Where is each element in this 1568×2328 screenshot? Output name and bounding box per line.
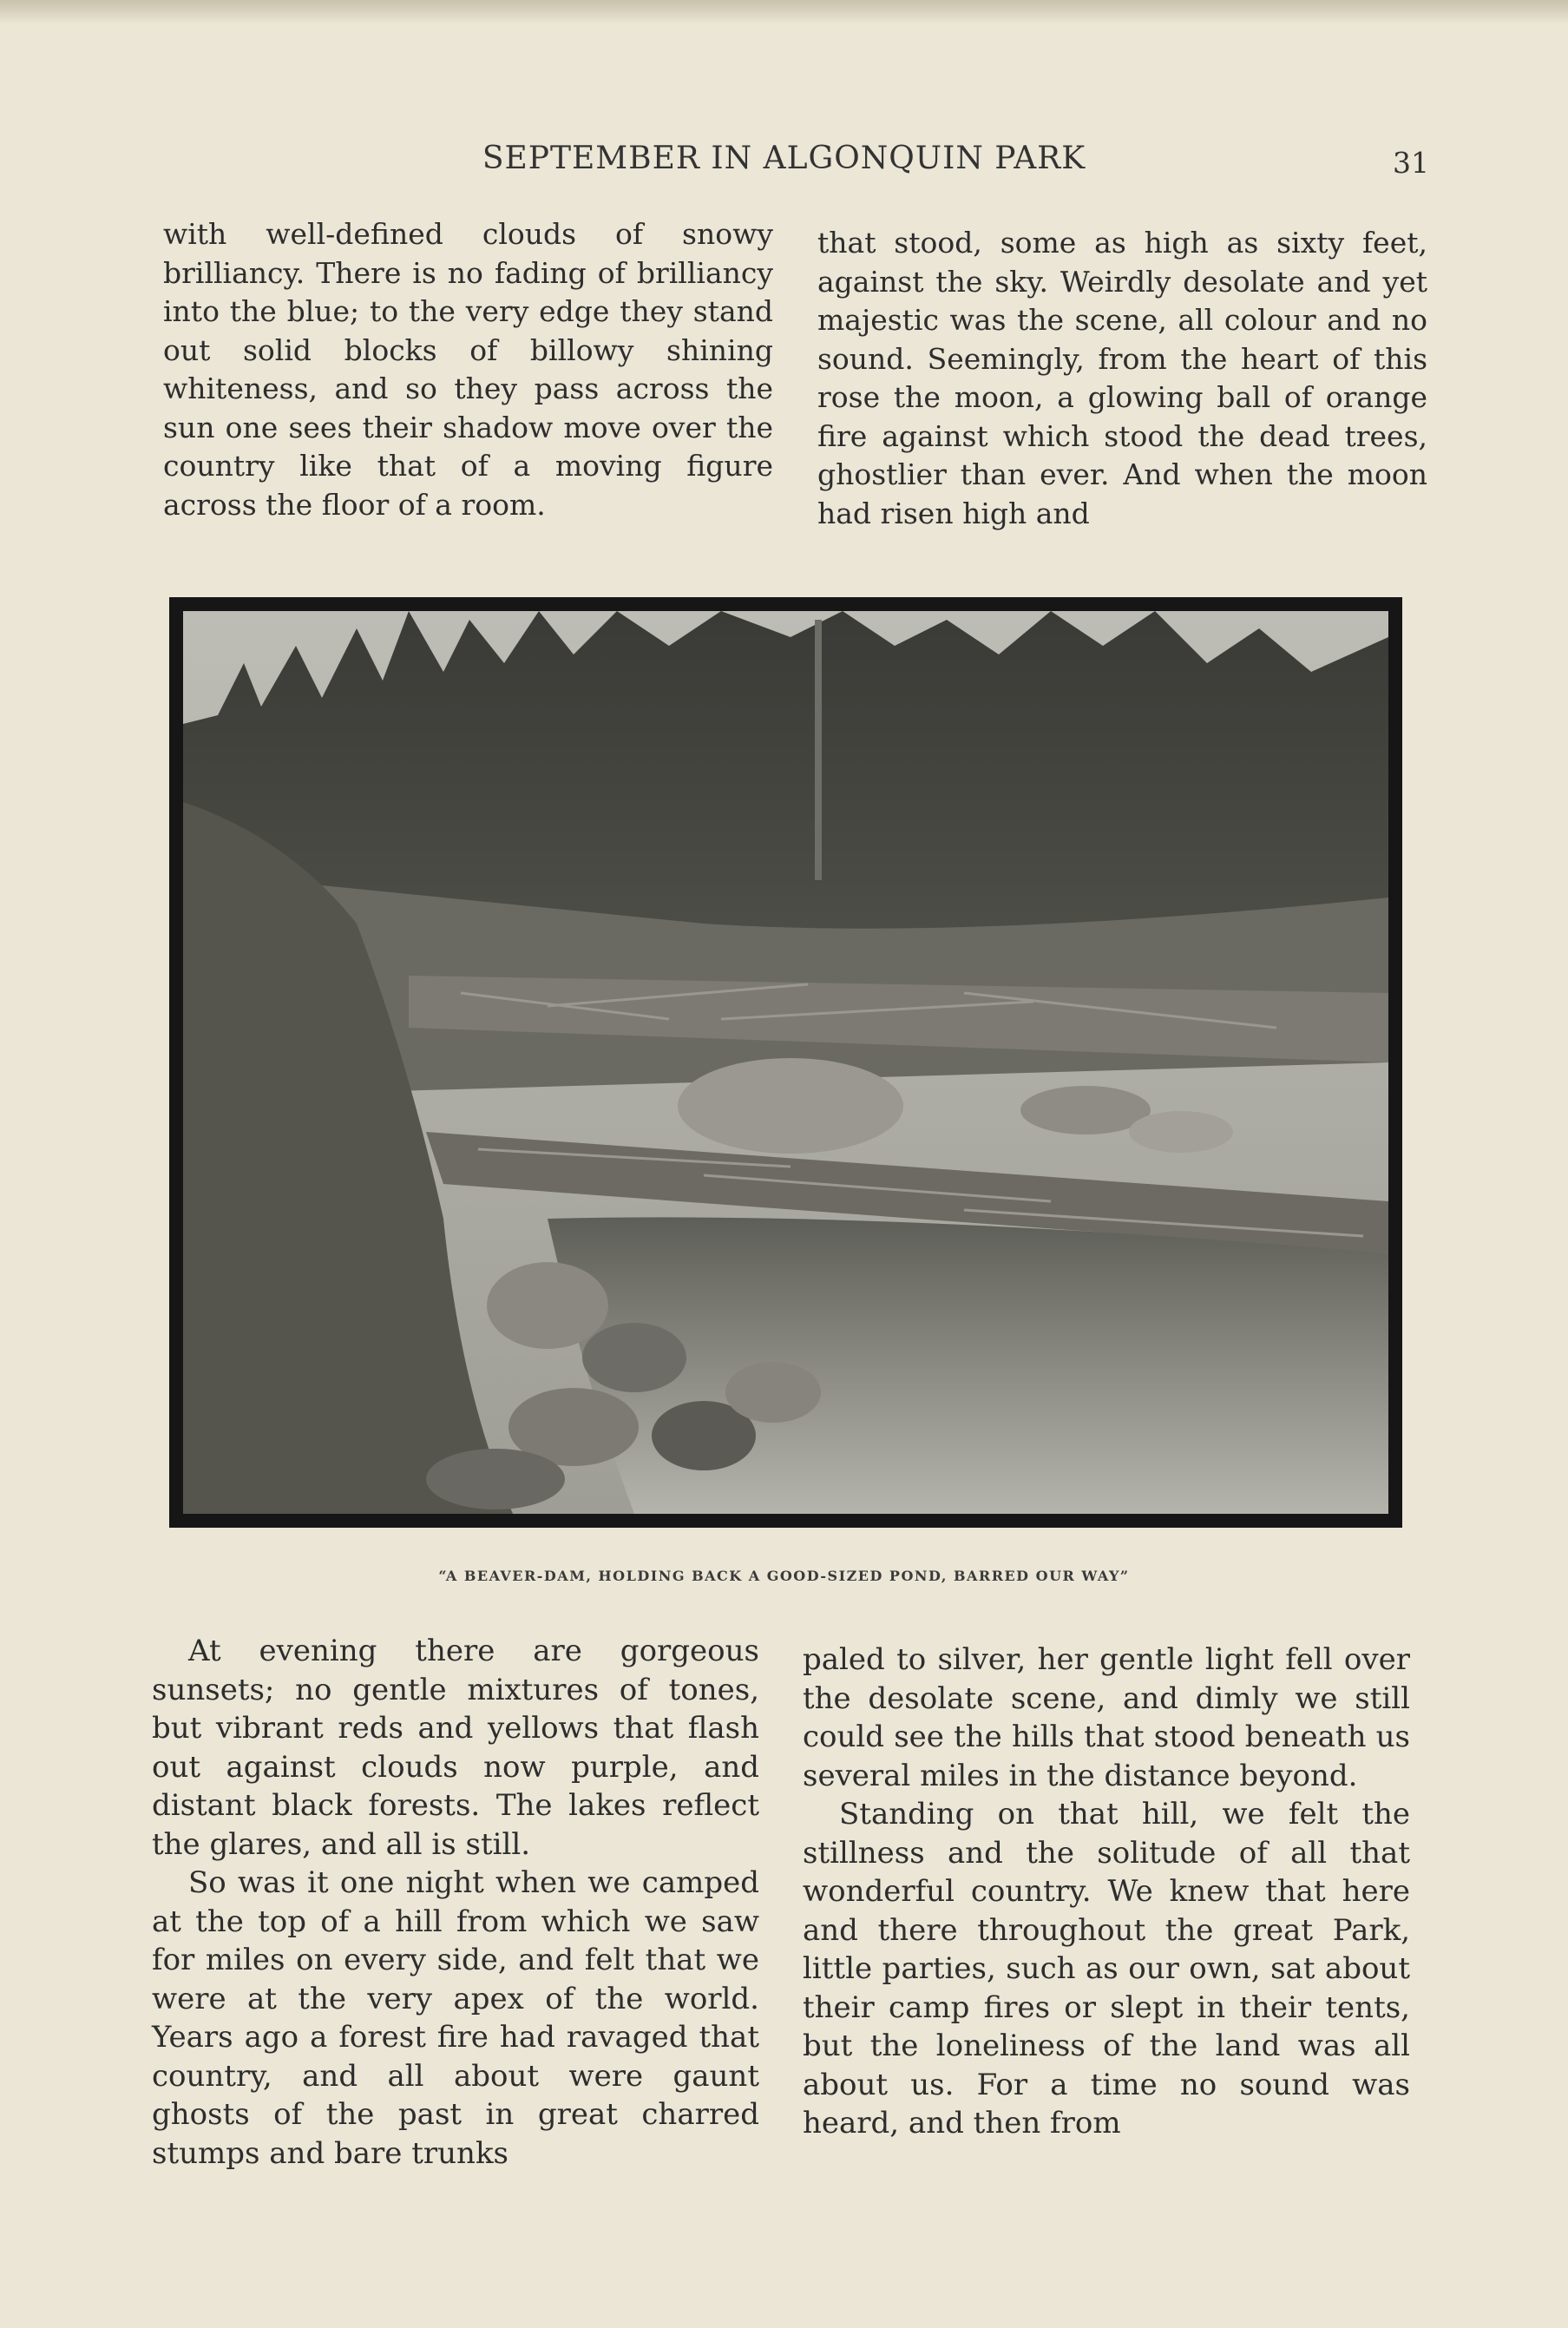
- paragraph: At evening there are gorgeous sunsets; no gentle mixtures of tones, but vibrant reds and yellows that flash out against clouds now purple, and distant black forests. The lakes reflect the glares, and all is still.: [152, 1634, 759, 1862]
- photo-frame: [169, 597, 1402, 1528]
- photo-caption: “A BEAVER-DAM, HOLDING BACK A GOOD-SIZED POND, BARRED OUR WAY”: [438, 1568, 1130, 1584]
- paragraph: paled to silver, her gentle light fell over the desolate scene, and dimly we still could see the hills that stood beneath us several miles in the distance beyond.: [803, 1642, 1410, 1793]
- column-top-left: [163, 215, 773, 524]
- running-title: SEPTEMBER IN ALGONQUIN PARK: [482, 141, 1086, 176]
- column-bottom-left: [152, 1632, 759, 2173]
- paragraph: So was it one night when we camped at the top of a hill from which we saw for miles on every side, and felt that we were at the very apex of the world. Years ago a forest fire had ravaged that country, and all about were gaunt ghosts of the past in great charred stumps and bare trunks: [152, 1865, 759, 2171]
- page-number: 31: [1393, 146, 1429, 180]
- column-top-right: [817, 224, 1427, 533]
- column-bottom-right: [803, 1641, 1410, 2143]
- beaver-dam-photo: [183, 611, 1388, 1514]
- paragraph: with well-defined clouds of snowy brilliancy. There is no fading of brilliancy into the blue; to the very edge they stand out solid blocks of billowy shining whiteness, and so they pass across the sun one sees their shadow move over the country like that of a moving figure across the floor of a room.: [163, 217, 773, 522]
- paragraph: Standing on that hill, we felt the stillness and the solitude of all that wonderful country. We knew that here and there throughout the great Park, little parties, such as our own, sat about their camp fires or slept in their tents, but the loneliness of the land was all about us. For a time no sound was heard, and then from: [803, 1797, 1410, 2141]
- page-edge: [0, 0, 1568, 24]
- paragraph: that stood, some as high as sixty feet, against the sky. Weirdly desolate and yet majestic was the scene, all colour and no sound. Seemingly, from the heart of this rose the moon, a glowing ball of orange fire against which stood the dead trees, ghostlier than ever. And when the moon had risen high and: [817, 226, 1427, 530]
